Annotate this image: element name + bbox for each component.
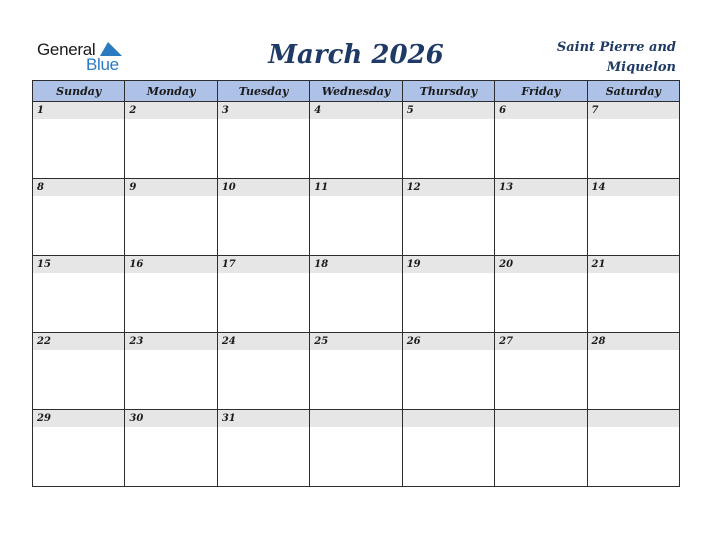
day-cell[interactable] <box>125 333 217 410</box>
day-number: 11 <box>310 179 401 196</box>
day-number: 23 <box>125 333 216 350</box>
day-number: 14 <box>588 179 679 196</box>
day-number: 6 <box>495 102 586 119</box>
weekday-header: Monday <box>125 81 217 102</box>
calendar-title: March 2026 <box>268 40 444 70</box>
day-cell <box>310 410 402 487</box>
day-number: 22 <box>33 333 124 350</box>
day-number: 18 <box>310 256 401 273</box>
day-cell[interactable] <box>310 256 402 333</box>
week-row <box>33 410 680 487</box>
day-number: 15 <box>33 256 124 273</box>
day-cell[interactable] <box>310 102 402 179</box>
day-number: 28 <box>588 333 679 350</box>
day-cell[interactable] <box>495 256 587 333</box>
day-cell[interactable] <box>217 102 309 179</box>
day-cell[interactable] <box>217 179 309 256</box>
logo-text-blue: Blue <box>86 55 119 74</box>
day-number: 30 <box>125 410 216 427</box>
day-number: 5 <box>403 102 494 119</box>
day-number: 29 <box>33 410 124 427</box>
day-number: 21 <box>588 256 679 273</box>
day-cell[interactable] <box>402 333 494 410</box>
day-number: 7 <box>588 102 679 119</box>
weekday-header: Sunday <box>33 81 125 102</box>
weekday-header-row <box>33 81 680 102</box>
region-line-1: Saint Pierre and <box>556 40 676 55</box>
weekday-header: Tuesday <box>217 81 309 102</box>
day-number: 9 <box>125 179 216 196</box>
calendar-grid <box>32 80 680 487</box>
day-number: 25 <box>310 333 401 350</box>
day-cell[interactable] <box>33 179 125 256</box>
day-cell[interactable] <box>125 410 217 487</box>
day-cell[interactable] <box>217 333 309 410</box>
day-cell[interactable] <box>402 102 494 179</box>
day-cell[interactable] <box>125 102 217 179</box>
day-number: 20 <box>495 256 586 273</box>
region-line-2: Miquelon <box>606 60 676 75</box>
day-number: 12 <box>403 179 494 196</box>
day-number: 31 <box>218 410 309 427</box>
day-number: 27 <box>495 333 586 350</box>
day-number: 2 <box>125 102 216 119</box>
week-row <box>33 256 680 333</box>
day-number: 26 <box>403 333 494 350</box>
day-number: 3 <box>218 102 309 119</box>
weekday-header: Friday <box>495 81 587 102</box>
region-label <box>557 38 676 78</box>
day-cell[interactable] <box>495 102 587 179</box>
day-cell[interactable] <box>587 333 679 410</box>
week-row <box>33 333 680 410</box>
day-cell <box>587 410 679 487</box>
day-number: 13 <box>495 179 586 196</box>
day-cell[interactable] <box>402 256 494 333</box>
day-cell[interactable] <box>217 410 309 487</box>
day-cell[interactable] <box>33 256 125 333</box>
logo-text-general: General <box>37 40 96 59</box>
day-number <box>310 410 401 427</box>
day-number: 10 <box>218 179 309 196</box>
day-number: 1 <box>33 102 124 119</box>
day-cell[interactable] <box>495 179 587 256</box>
week-row <box>33 102 680 179</box>
day-cell[interactable] <box>402 179 494 256</box>
weekday-header: Wednesday <box>310 81 402 102</box>
day-cell[interactable] <box>587 179 679 256</box>
day-cell[interactable] <box>587 256 679 333</box>
day-cell[interactable] <box>125 179 217 256</box>
day-number: 4 <box>310 102 401 119</box>
day-cell[interactable] <box>310 333 402 410</box>
day-cell[interactable] <box>587 102 679 179</box>
day-number: 19 <box>403 256 494 273</box>
day-cell[interactable] <box>33 410 125 487</box>
day-number <box>495 410 586 427</box>
day-number <box>403 410 494 427</box>
day-cell[interactable] <box>33 102 125 179</box>
day-cell[interactable] <box>217 256 309 333</box>
day-number: 24 <box>218 333 309 350</box>
day-number <box>588 410 679 427</box>
day-cell[interactable] <box>33 333 125 410</box>
week-row <box>33 179 680 256</box>
weekday-header: Thursday <box>402 81 494 102</box>
weekday-header: Saturday <box>587 81 679 102</box>
day-number: 8 <box>33 179 124 196</box>
day-number: 16 <box>125 256 216 273</box>
day-cell[interactable] <box>125 256 217 333</box>
day-cell <box>402 410 494 487</box>
day-cell[interactable] <box>310 179 402 256</box>
day-number: 17 <box>218 256 309 273</box>
day-cell <box>495 410 587 487</box>
day-cell[interactable] <box>495 333 587 410</box>
